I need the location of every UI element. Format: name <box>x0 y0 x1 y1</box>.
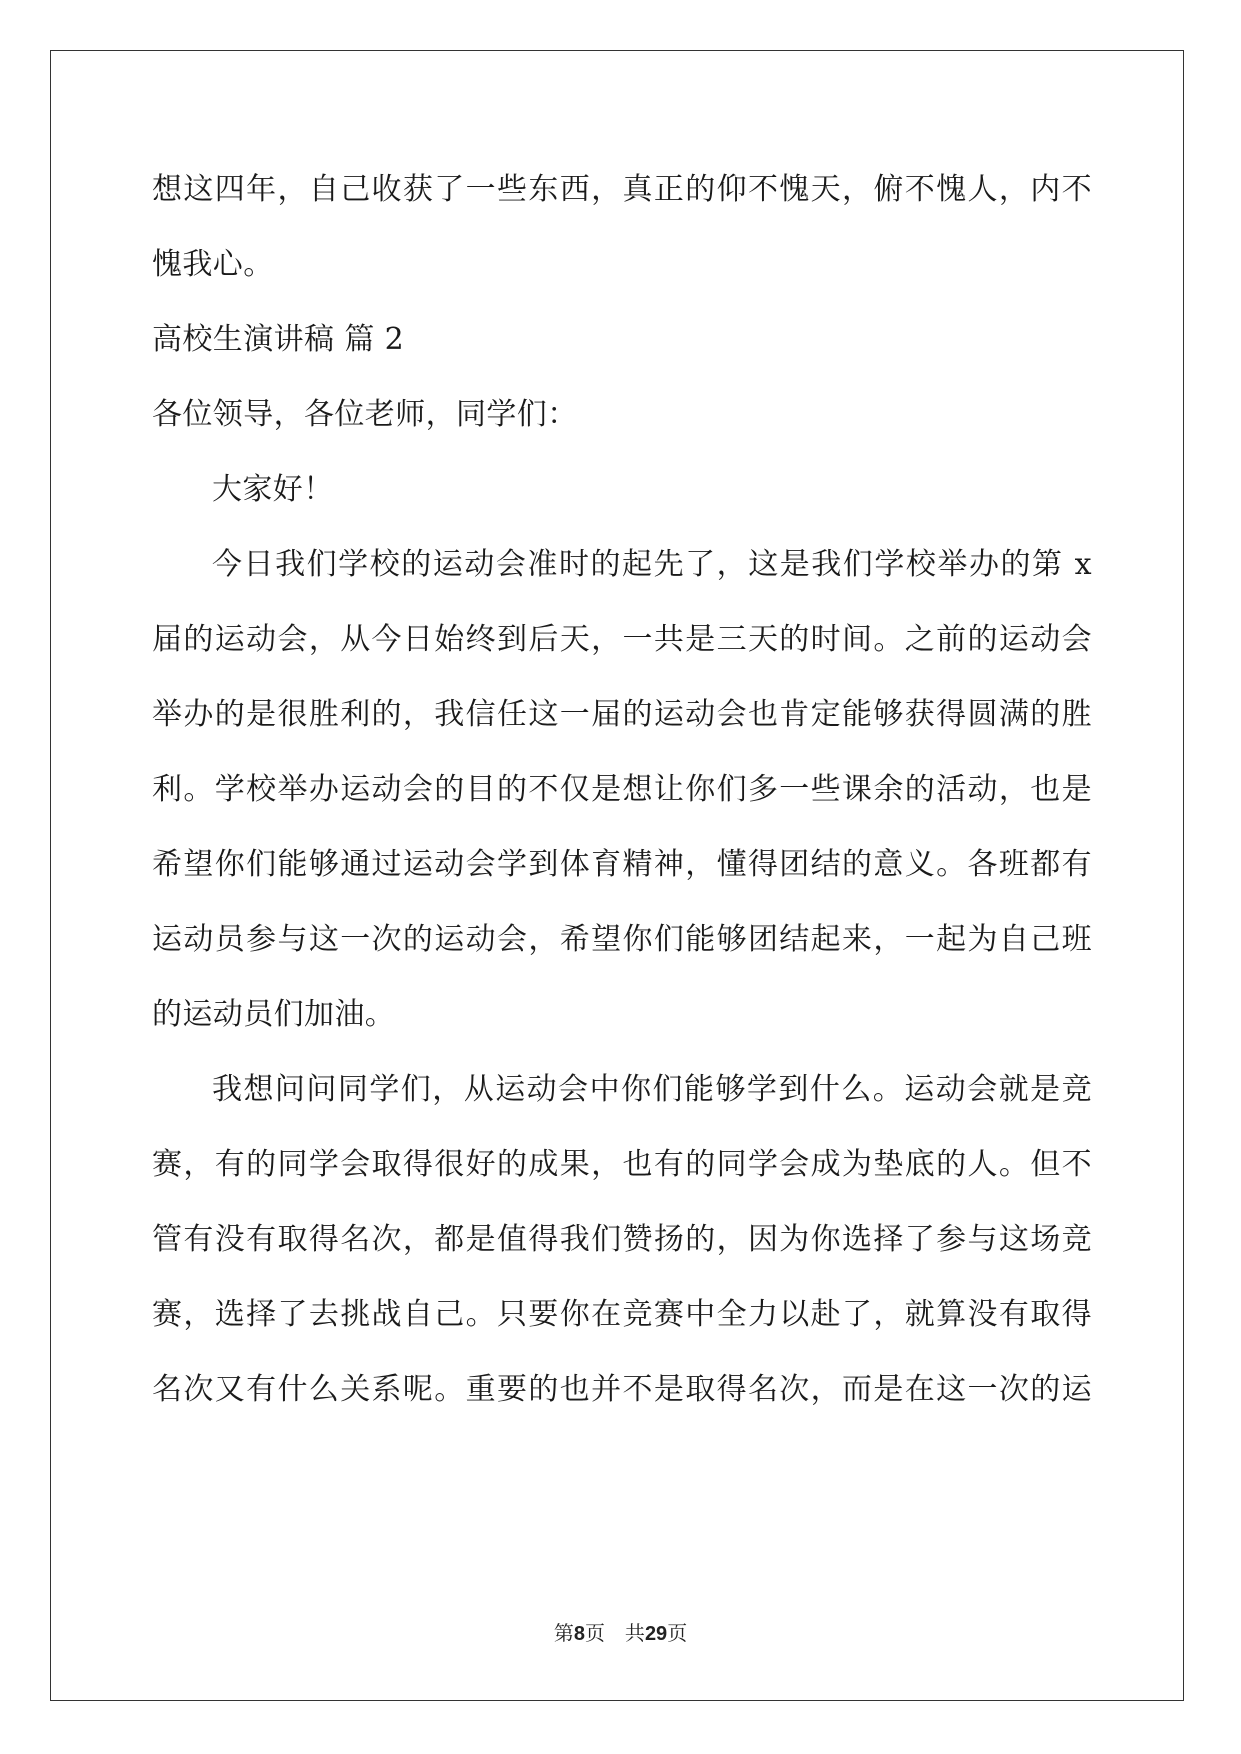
footer-prefix: 第 <box>553 1621 574 1645</box>
paragraph-line: 赛，选择了去挑战自己。只要你在竞赛中全力以赴了，就算没有取得 <box>152 1297 1092 1332</box>
page-footer <box>0 1620 1241 1647</box>
paragraph-line: 愧我心。 <box>152 247 274 282</box>
greeting: 大家好！ <box>212 472 334 507</box>
total-page-count: 29 <box>644 1623 668 1645</box>
footer-suffix: 页 <box>667 1621 688 1645</box>
paragraph-line: 希望你们能够通过运动会学到体育精神，懂得团结的意义。各班都有 <box>152 847 1092 882</box>
paragraph-line: 管有没有取得名次，都是值得我们赞扬的，因为你选择了参与这场竞 <box>152 1222 1092 1257</box>
footer-mid: 页 共 <box>584 1621 645 1645</box>
paragraph-line: 我想问问同学们，从运动会中你们能够学到什么。运动会就是竞 <box>212 1072 1092 1107</box>
section-heading: 高校生演讲稿 篇 2 <box>152 322 405 357</box>
paragraph-line: 届的运动会，从今日始终到后天，一共是三天的时间。之前的运动会 <box>152 622 1092 657</box>
paragraph-line: 名次又有什么关系呢。重要的也并不是取得名次，而是在这一次的运 <box>152 1372 1092 1407</box>
paragraph-line: 举办的是很胜利的，我信任这一届的运动会也肯定能够获得圆满的胜 <box>152 697 1092 732</box>
paragraph-line: 的运动员们加油。 <box>152 997 396 1032</box>
paragraph-line: 利。学校举办运动会的目的不仅是想让你们多一些课余的活动，也是 <box>152 772 1092 807</box>
paragraph-line: 运动员参与这一次的运动会，希望你们能够团结起来，一起为自己班 <box>152 922 1092 957</box>
paragraph-line: 赛，有的同学会取得很好的成果，也有的同学会成为垫底的人。但不 <box>152 1147 1092 1182</box>
current-page-number: 8 <box>573 1623 585 1645</box>
salutation: 各位领导，各位老师，同学们： <box>152 397 578 432</box>
paragraph-line: 今日我们学校的运动会准时的起先了，这是我们学校举办的第 x <box>212 547 1092 582</box>
paragraph-line: 想这四年，自己收获了一些东西，真正的仰不愧天，俯不愧人，内不 <box>152 172 1092 207</box>
